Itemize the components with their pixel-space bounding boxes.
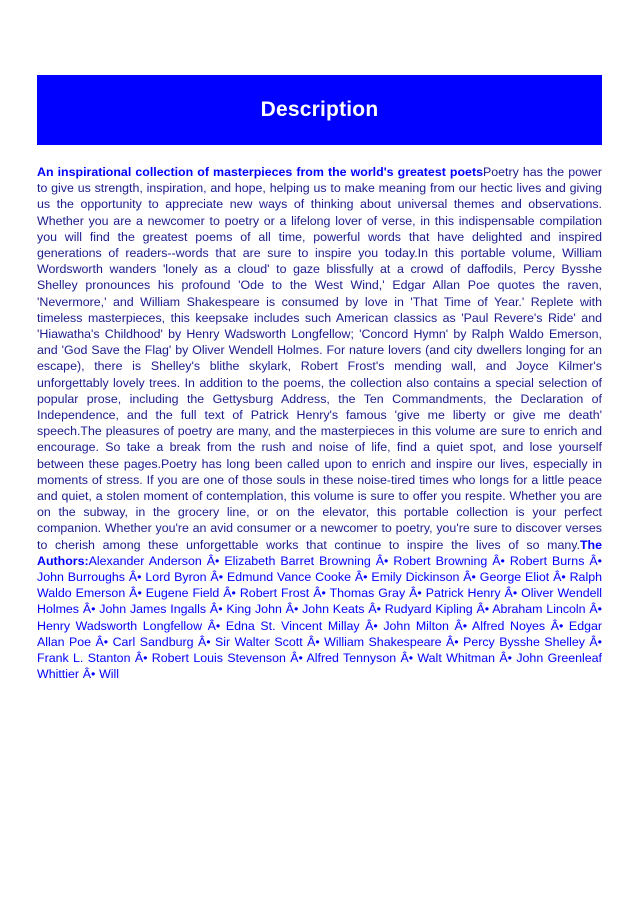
page-title: Description — [260, 98, 379, 121]
description-text — [37, 164, 602, 683]
description-header-bar — [37, 75, 602, 145]
authors-list: Alexander Anderson Â• Elizabeth Barret Browning Â• Robert Browning Â• Robert Burns Â• John Burroughs Â• Lord Byron Â• Edmund Vance Cooke Â• Emily Dickinson Â• George Eliot Â• Ralph Waldo Emerson Â• Eugene Field Â• Robert Frost Â• Thomas Gray Â• Patrick Henry Â• Oliver Wendell Holmes Â• John James Ingalls Â• King John Â• John Keats Â• Rudyard Kipling Â• Abraham Lincoln Â• Henry Wadsworth Longfellow Â• Edna St. Vincent Millay Â• John Milton Â• Alfred Noyes Â• Edgar Allan Poe Â• Carl Sandburg Â• Sir Walter Scott Â• William Shakespeare Â• Percy Bysshe Shelley Â• Frank L. Stanton Â• Robert Louis Stevenson Â• Alfred Tennyson Â• Walt Whitman Â• John Greenleaf Whittier Â• Will — [37, 553, 602, 682]
description-body: Poetry has the power to give us strength, inspiration, and hope, helping us to make meaning from our hectic lives and giving us the opportunity to appreciate new ways of thinking about universal themes and observations. Whether you are a newcomer to poetry or a lifelong lover of verse, in this indispensable compilation you will find the greatest poems of all time, powerful words that have delighted and inspired generations of readers--words that are sure to inspire you today.In this portable volume, William Wordsworth wanders 'lonely as a cloud' to gaze blissfully at a crowd of daffodils, Percy Bysshe Shelley pronounces his profound 'Ode to the West Wind,' Edgar Allan Poe quotes the raven, 'Nevermore,' and William Shakespeare is consumed by love in 'That Time of Year.' Replete with timeless masterpieces, this keepsake includes such American classics as 'Paul Revere's Ride' and 'Hiawatha's Childhood' by Henry Wadsworth Longfellow; 'Concord Hymn' by Ralph Waldo Emerson, and 'God Save the Flag' by Oliver Wendell Holmes. For nature lovers (and city dwellers longing for an escape), there is Shelley's blithe skylark, Robert Frost's mending wall, and Joyce Kilmer's unforgettably lovely trees. In addition to the poems, the collection also contains a special selection of popular prose, including the Gettysburg Address, the Ten Commandments, the Declaration of Independence, and the full text of Patrick Henry's famous 'give me liberty or give me death' speech.The pleasures of poetry are many, and the masterpieces in this volume are sure to enrich and encourage. So take a break from the rush and noise of life, find a quiet spot, and lose yourself between these pages.Poetry has long been called upon to enrich and inspire our lives, especially in moments of stress. If you are one of those souls in these noise-tired times who longs for a little peace and quiet, a stolen moment of contemplation, this volume is sure to offer you respite. Whether you are on the subway, in the grocery line, or on the elevator, this portable collection is your perfect companion. Whether you're an avid consumer or a newcomer to poetry, you're sure to discover verses to cherish among these unforgettable works that continue to inspire the lives of so many. — [37, 165, 602, 552]
description-lead: An inspirational collection of masterpieces from the world's greatest poets — [37, 165, 483, 179]
authors-label: The Authors: — [37, 537, 602, 568]
